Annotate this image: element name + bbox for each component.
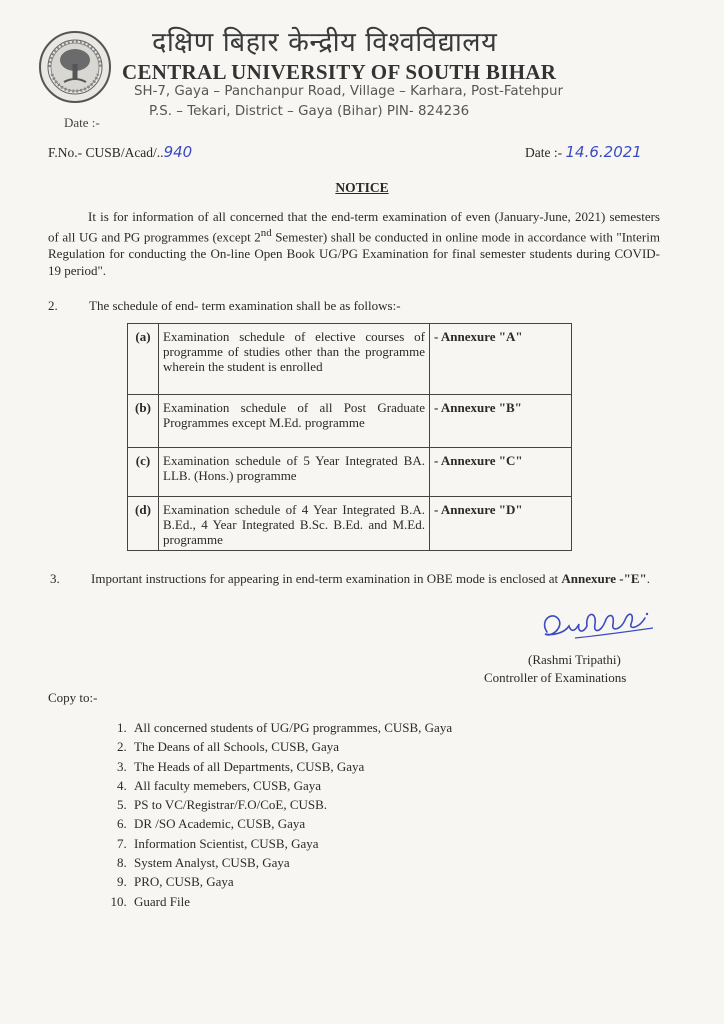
signatory-name: (Rashmi Tripathi)	[528, 652, 621, 667]
paragraph-1-part-b: Semester) shall be conducted in online mode in accordance with "Interim Regulation for conducting the On-line Open Book UG/PG Examination for final semester students during COVID-19 period".	[48, 229, 660, 279]
list-item: 8. System Analyst, CUSB, Gaya	[130, 853, 630, 872]
notice-title: NOTICE	[335, 180, 389, 195]
file-number-prefix: F.No.- CUSB/Acad/..	[48, 145, 164, 160]
row-label: (a)	[128, 324, 159, 395]
copy-to-heading: Copy to:-	[48, 690, 98, 705]
schedule-table	[127, 323, 572, 551]
notice-point-2	[48, 298, 401, 314]
address-line-1: SH-7, Gaya – Panchanpur Road, Village – Karhara, Post-Fatehpur	[134, 84, 564, 99]
table-row	[128, 448, 572, 497]
address-line-2: P.S. – Tekari, District – Gaya (Bihar) PIN- 824236	[149, 104, 470, 119]
point-2-number: 2.	[48, 298, 58, 313]
copy-to-list	[106, 718, 630, 911]
university-seal-icon	[38, 30, 112, 104]
university-english-name: CENTRAL UNIVERSITY OF SOUTH BIHAR	[122, 60, 557, 84]
point-2-text: The schedule of end- term examination shall be as follows:-	[89, 298, 401, 313]
row-annexure: - Annexure "B"	[430, 395, 572, 448]
notice-date	[525, 143, 642, 161]
table-row	[128, 497, 572, 551]
row-label: (c)	[128, 448, 159, 497]
row-description: Examination schedule of elective courses of programme of studies other than the programme wherein the student is enrolled	[159, 324, 430, 395]
list-item: 4. All faculty memebers, CUSB, Gaya	[130, 776, 630, 795]
paragraph-1-part-a: It is for information of all concerned that the end-term examination of even (January-June, 2021) semesters of all UG and PG programmes (except 2	[48, 209, 660, 245]
paragraph-1-superscript: nd	[260, 227, 272, 239]
point-3-body: Important instructions for appearing in end-term examination in OBE mode is enclosed at	[91, 571, 562, 586]
row-description: Examination schedule of 4 Year Integrated B.A. B.Ed., 4 Year Integrated B.Sc. B.Ed. and M.Ed. programme	[159, 497, 430, 551]
point-3-text	[91, 570, 661, 587]
list-item: 9. PRO, CUSB, Gaya	[130, 872, 630, 891]
list-item: 10. Guard File	[130, 892, 630, 911]
row-label: (d)	[128, 497, 159, 551]
row-label: (b)	[128, 395, 159, 448]
list-item: 5. PS to VC/Registrar/F.O/CoE, CUSB.	[130, 795, 630, 814]
row-description: Examination schedule of 5 Year Integrated BA. LLB. (Hons.) programme	[159, 448, 430, 497]
list-item: 7. Information Scientist, CUSB, Gaya	[130, 834, 630, 853]
signature-icon	[535, 602, 665, 652]
file-number	[48, 143, 192, 161]
row-annexure: - Annexure "C"	[430, 448, 572, 497]
file-number-handwritten: 940	[163, 143, 193, 161]
row-description: Examination schedule of all Post Graduate Programmes except M.Ed. programme	[159, 395, 430, 448]
point-3-number: 3.	[50, 571, 60, 586]
university-hindi-name: दक्षिण बिहार केन्द्रीय विश्वविद्यालय	[152, 27, 498, 58]
table-row	[128, 324, 572, 395]
date-handwritten: 14.6.2021	[565, 143, 642, 161]
list-item: 3. The Heads of all Departments, CUSB, Gaya	[130, 757, 630, 776]
row-annexure: - Annexure "D"	[430, 497, 572, 551]
list-item: 1. All concerned students of UG/PG programmes, CUSB, Gaya	[130, 718, 630, 737]
signatory-designation: Controller of Examinations	[484, 670, 627, 685]
date-prefix: Date :-	[525, 145, 563, 160]
list-item: 6. DR /SO Academic, CUSB, Gaya	[130, 814, 630, 833]
row-annexure: - Annexure "A"	[430, 324, 572, 395]
point-3-end: .	[646, 571, 650, 586]
list-item: 2. The Deans of all Schools, CUSB, Gaya	[130, 737, 630, 756]
point-3-annexure: Annexure -"E"	[561, 571, 647, 586]
letterhead-date-label: Date :-	[64, 115, 100, 130]
table-row	[128, 395, 572, 448]
notice-paragraph-1	[48, 208, 660, 279]
